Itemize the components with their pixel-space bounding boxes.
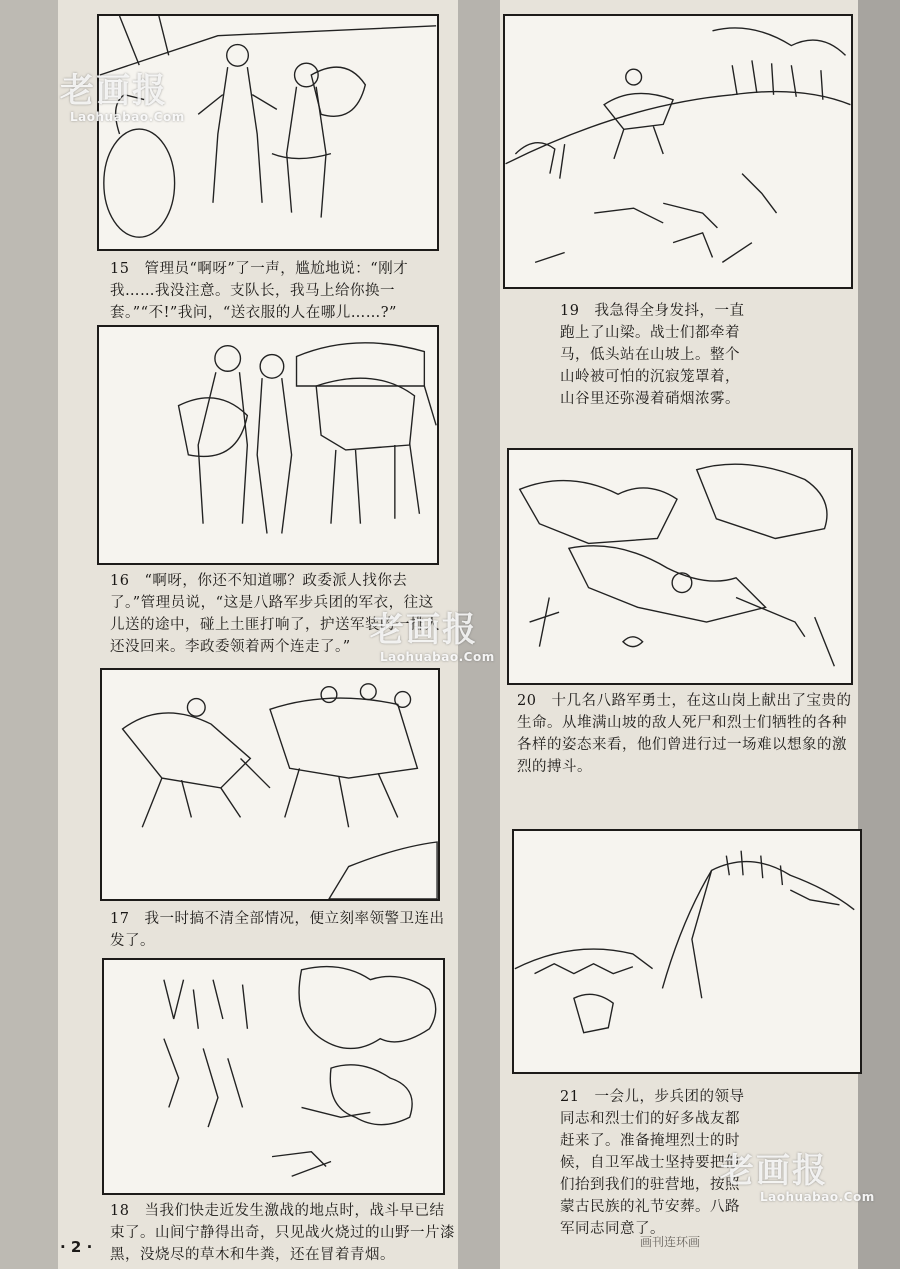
comic-panel-21	[512, 829, 862, 1074]
comic-panel-18	[102, 958, 445, 1195]
left-margin-strip	[0, 0, 58, 1269]
caption-19: 19 我急得全身发抖，一直跑上了山梁。战士们都牵着马，低头站在山坡上。整个山岭被可怕的沉寂笼罩着，山谷里还弥漫着硝烟浓雾。	[560, 303, 745, 407]
footer-mark: 画刊连环画	[640, 1235, 701, 1249]
panel-19-illustration	[505, 16, 851, 287]
panel-21-illustration	[514, 831, 860, 1072]
page-number: · 2 ·	[60, 1238, 93, 1256]
caption-18: 18 当我们快走近发生激战的地点时，战斗早已结束了。山间宁静得出奇，只见战火烧过的山野一片漆黑，没烧尽的草木和牛粪，还在冒着青烟。	[110, 1203, 455, 1263]
comic-panel-20	[507, 448, 853, 685]
watermark-site-middle: Laohuabao.Com	[380, 650, 495, 664]
comic-panel-19	[503, 14, 853, 289]
comic-panel-16	[97, 325, 439, 565]
watermark-brand-top: 老画报	[60, 71, 168, 111]
panel-17-illustration	[102, 670, 438, 899]
watermark-site-top: Laohuabao.Com	[70, 110, 185, 124]
comic-panel-15	[97, 14, 439, 251]
comic-panel-17	[100, 668, 440, 901]
caption-17: 17 我一时搞不清全部情况，便立刻率领警卫连出发了。	[110, 911, 445, 949]
panel-18-illustration	[104, 960, 443, 1193]
watermark-brand-bottom: 老画报	[720, 1151, 828, 1191]
caption-20: 20 十几名八路军勇士，在这山岗上献出了宝贵的生命。从堆满山坡的敌人死尸和烈士们牺牲的各种各样的姿态来看，他们曾进行过一场难以想象的激烈的搏斗。	[517, 693, 852, 775]
caption-16: 16 “啊呀，你还不知道哪？政委派人找你去了。”管理员说，“这是八路军步兵团的军衣，往这儿送的途中，碰上土匪打响了，护送军装的一排人还没回来。李政委领着两个连走了。”	[110, 573, 440, 655]
panel-20-illustration	[509, 450, 851, 683]
caption-15: 15 管理员“啊呀”了一声，尴尬地说：“刚才我……我没注意。支队长，我马上给你换一套。”“不!”我问，“送衣服的人在哪儿……?”	[110, 261, 409, 321]
watermark-brand-middle: 老画报	[370, 610, 478, 650]
watermark-site-bottom: Laohuabao.Com	[760, 1190, 875, 1204]
panel-15-illustration	[99, 16, 437, 249]
caption-21: 21 一会儿，步兵团的领导同志和烈士们的好多战友都赶来了。准备掩埋烈士的时候，自卫军战士坚持要把他们抬到我们的驻营地，按照蒙古民族的礼节安葬。八路军同志同意了。	[560, 1089, 745, 1237]
panel-16-illustration	[99, 327, 437, 563]
right-margin-strip	[858, 0, 900, 1269]
